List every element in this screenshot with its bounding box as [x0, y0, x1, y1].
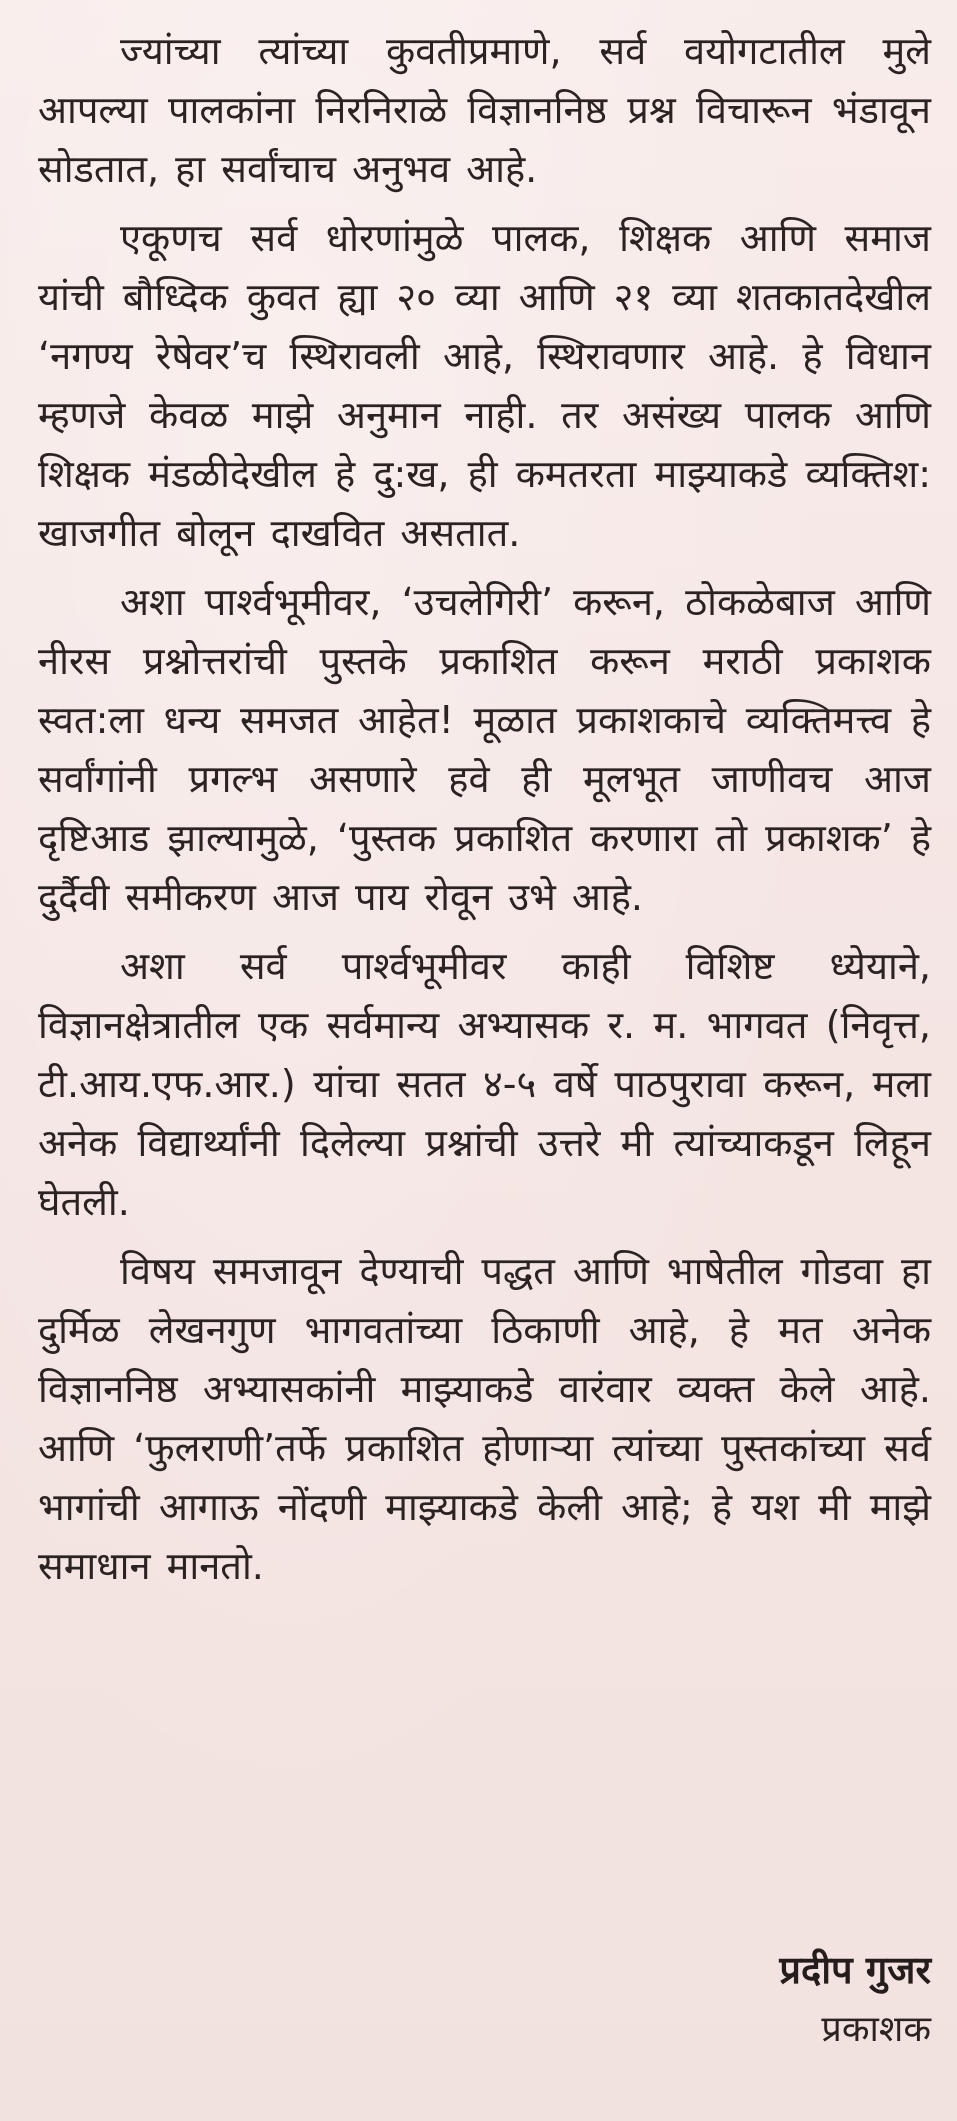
signature-name: प्रदीप गुजर	[779, 1948, 931, 1992]
paragraph-3: अशा पार्श्वभूमीवर, ‘उचलेगिरी’ करून, ठोकळेबाज आणि नीरस प्रश्नोत्तरांची पुस्तके प्रकाशित करून मराठी प्रकाशक स्वत:ला धन्य समजत आहेत! मूळात प्रकाशकाचे व्यक्तिमत्त्व हे सर्वांगांनी प्रगल्भ असणारे हवे ही मूलभूत जाणीवच आज दृष्टिआड झाल्यामुळे, ‘पुस्तक प्रकाशित करणारा तो प्रकाशक’ हे दुर्दैवी समीकरण आज पाय रोवून उभे आहे.	[38, 580, 931, 919]
signature-block	[779, 1940, 931, 2060]
paragraph-1: ज्यांच्या त्यांच्या कुवतीप्रमाणे, सर्व वयोगटातील मुले आपल्या पालकांना निरनिराळे विज्ञाननिष्ठ प्रश्न विचारून भंडावून सोडतात, हा सर्वांचाच अनुभव आहे.	[38, 29, 931, 191]
paragraph-5: विषय समजावून देण्याची पद्धत आणि भाषेतील गोडवा हा दुर्मिळ लेखनगुण भागवतांच्या ठिकाणी आहे, हे मत अनेक विज्ञाननिष्ठ अभ्यासकांनी माझ्याकडे वारंवार व्यक्त केले आहे. आणि ‘फुलराणी’तर्फे प्रकाशित होणाऱ्या त्यांच्या पुस्तकांच्या सर्व भागांची आगाऊ नोंदणी माझ्याकडे केली आहे; हे यश मी माझे समाधान मानतो.	[38, 1249, 931, 1588]
body-text	[38, 22, 931, 1596]
paragraph-4: अशा सर्व पार्श्वभूमीवर काही विशिष्ट ध्येयाने, विज्ञानक्षेत्रातील एक सर्वमान्य अभ्यासक र. म. भागवत (निवृत्त, टी.आय.एफ.आर.) यांचा सतत ४-५ वर्षे पाठपुरावा करून, मला अनेक विद्यार्थ्यांनी दिलेल्या प्रश्नांची उत्तरे मी त्यांच्याकडून लिहून घेतली.	[38, 944, 931, 1224]
paragraph-2: एकूणच सर्व धोरणांमुळे पालक, शिक्षक आणि समाज यांची बौध्दिक कुवत ह्या २० व्या आणि २१ व्या शतकातदेखील ‘नगण्य रेषेवर’च स्थिरावली आहे, स्थिरावणार आहे. हे विधान म्हणजे केवळ माझे अनुमान नाही. तर असंख्य पालक आणि शिक्षक मंडळीदेखील हे दु:ख, ही कमतरता माझ्याकडे व्यक्तिश: खाजगीत बोलून दाखवित असतात.	[38, 216, 931, 555]
signature-title: प्रकाशक	[821, 2009, 931, 2050]
